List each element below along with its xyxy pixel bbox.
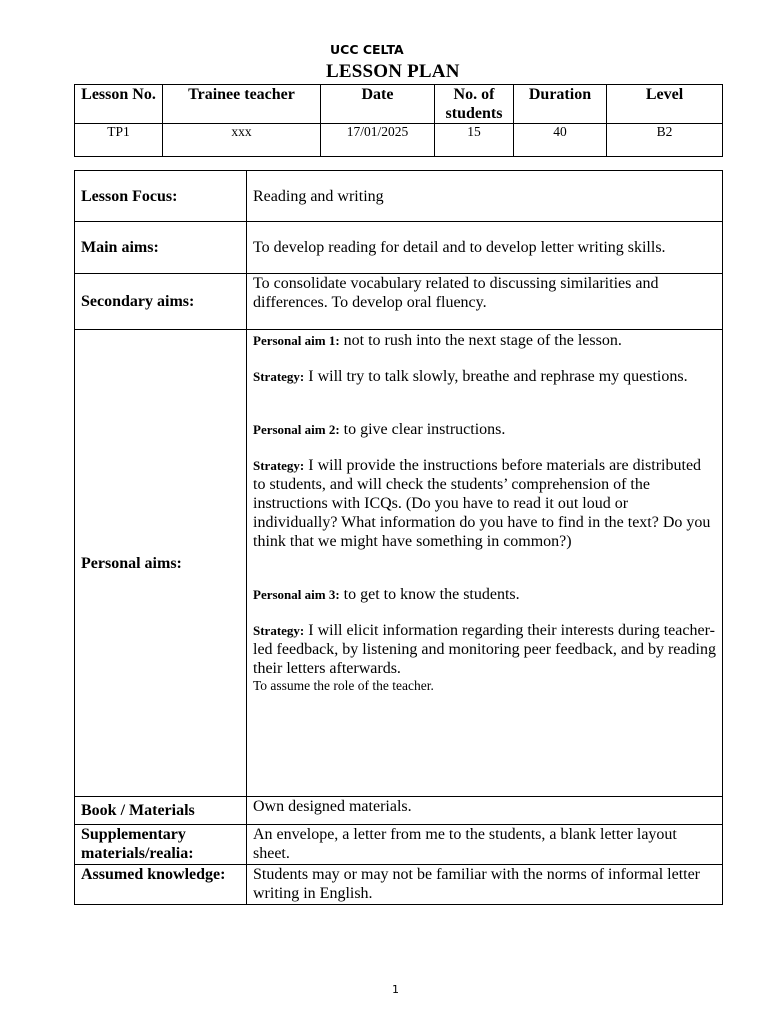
value-duration: 40: [514, 124, 607, 157]
header-trainee-teacher: Trainee teacher: [163, 85, 321, 124]
personal-aim-1-text: not to rush into the next stage of the lesson.: [339, 332, 622, 349]
header-no-of-students: No. of students: [435, 85, 514, 124]
strategy-3: [253, 621, 716, 678]
personal-aim-3: [253, 585, 716, 604]
value-no-of-students: 15: [435, 124, 514, 157]
strategy-3-label: Strategy:: [253, 623, 305, 638]
row-secondary-aims: [75, 274, 723, 330]
strategy-3-text: I will elicit information regarding their interests during teacher-led feedback, by listening and monitoring peer feedback, and by reading their letters afterwards.: [253, 622, 716, 677]
secondary-aims-value: To consolidate vocabulary related to discussing similarities and differences. To develop oral fluency.: [247, 274, 723, 330]
personal-aim-3-text: to get to know the students.: [339, 586, 520, 603]
main-aims-label: Main aims:: [75, 222, 247, 274]
personal-aim-2: [253, 420, 716, 439]
book-materials-value: Own designed materials.: [247, 797, 723, 825]
value-trainee-teacher: xxx: [163, 124, 321, 157]
row-lesson-focus: [75, 171, 723, 222]
personal-aim-3-label: Personal aim 3:: [253, 587, 340, 602]
page-number: 1: [392, 983, 399, 996]
personal-aim-2-text: to give clear instructions.: [339, 421, 506, 438]
personal-aim-1: [253, 331, 716, 350]
assumed-knowledge-value: Students may or may not be familiar with the norms of informal letter writing in English.: [247, 865, 723, 905]
row-assumed-knowledge: [75, 865, 723, 905]
main-aims-value: To develop reading for detail and to develop letter writing skills.: [247, 222, 723, 274]
personal-aim-2-label: Personal aim 2:: [253, 422, 340, 437]
personal-aims-content: [247, 330, 723, 797]
header-date: Date: [321, 85, 435, 124]
strategy-2-label: Strategy:: [253, 458, 305, 473]
strategy-1: [253, 367, 716, 386]
lesson-focus-label: Lesson Focus:: [75, 171, 247, 222]
personal-aim-1-label: Personal aim 1:: [253, 333, 340, 348]
header-level: Level: [607, 85, 723, 124]
lesson-focus-value: Reading and writing: [247, 171, 723, 222]
lesson-info-table: [74, 84, 723, 157]
supplementary-value: An envelope, a letter from me to the students, a blank letter layout sheet.: [247, 825, 723, 865]
row-book-materials: [75, 797, 723, 825]
lesson-plan-table: [74, 170, 723, 905]
document-title: LESSON PLAN: [326, 61, 460, 82]
supplementary-label: Supplementary materials/realia:: [75, 825, 247, 865]
value-lesson-no: TP1: [75, 124, 163, 157]
row-personal-aims: [75, 330, 723, 797]
extra-personal-note: To assume the role of the teacher.: [253, 678, 434, 693]
row-supplementary: [75, 825, 723, 865]
strategy-1-label: Strategy:: [253, 369, 305, 384]
header-lesson-no: Lesson No.: [75, 85, 163, 124]
info-value-row: [75, 124, 723, 157]
secondary-aims-label: Secondary aims:: [75, 274, 247, 330]
strategy-2: [253, 456, 716, 551]
value-date: 17/01/2025: [321, 124, 435, 157]
assumed-knowledge-label: Assumed knowledge:: [75, 865, 247, 905]
book-materials-label: Book / Materials: [75, 797, 247, 825]
strategy-2-text: I will provide the instructions before materials are distributed to students, and will check the students’ comprehension of the instructions with ICQs. (Do you have to read it out loud or individually? What information do you have to find in the text? Do you think that we might have something in common?): [253, 457, 711, 550]
organization-name: UCC CELTA: [330, 42, 404, 57]
info-header-row: [75, 85, 723, 124]
personal-aims-label: Personal aims:: [75, 330, 247, 797]
value-level: B2: [607, 124, 723, 157]
row-main-aims: [75, 222, 723, 274]
header-duration: Duration: [514, 85, 607, 124]
strategy-1-text: I will try to talk slowly, breathe and rephrase my questions.: [304, 368, 688, 385]
